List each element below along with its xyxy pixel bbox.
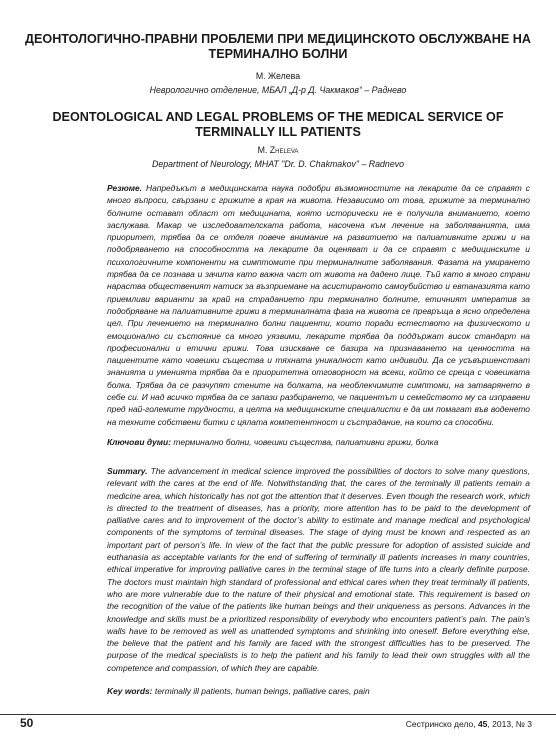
abstract-english-label: Summary.	[107, 466, 148, 476]
page-number: 50	[20, 716, 34, 730]
keywords-bulgarian-label: Ключови думи:	[107, 437, 171, 447]
affiliation-bulgarian: Неврологично отделение, МБАЛ „Д-р Д. Чакмаков“ – Раднево	[149, 85, 407, 95]
title-english: DEONTOLOGICAL AND LEGAL PROBLEMS OF THE MEDICAL SERVICE OF TERMINALLY ILL PATIENTS	[52, 110, 504, 139]
keywords-english-label: Key words:	[107, 686, 153, 696]
title-bulgarian: ДЕОНТОЛОГИЧНО-ПРАВНИ ПРОБЛЕМИ ПРИ МЕДИЦИНСКОТО ОБСЛУЖВАНЕ НА ТЕРМИНАЛНО БОЛНИ	[25, 32, 531, 61]
affiliation-english: Department of Neurology, MHAT "Dr. D. Chakmakov" – Radnevo	[152, 159, 404, 169]
author-english	[0, 145, 556, 156]
keywords-bulgarian	[107, 436, 530, 448]
abstract-english-text: The advancement in medical science improved the possibilities of doctors to solve many questions, relevant with the cares at the end of life. Notwithstanding that, the cares of the terminally ill patients remain a medicine area, which historically has not got the attention that it deserves. Even though the research work, which is directed to the treatment of diseases, has a priority, more attention has to be paid to the development of palliative cares and to improvement of the doctor’s ability to estimate and manage medical and psychological components of the symptoms of terminal diseases. The stage of dying must be known and respected as an important part of person’s life. In view of the fact that the public pressure for adoption of assisted suicide and euthanasia as acceptable variants for the end of suffering of terminally ill patients increases in many countries, ethical imperative for improving palliative cares in the terminal stage of life turns into a clearly definite purpose. The doctors must maintain high standard of professional and ethical cares when they treat terminally ill patients, who are more vulnerable due to the nature of their physical and emotional state. This requirement is based on the recognition of the value of the patients like human beings and their uniqueness as persons. Advances in the knowledge and skills must be a prioritized responsibility of everybody who encounters patient’s pain. The pain’s walls have to be removed as well as unattended symptoms and shrinking into oneself. Before everything else, the believe that the patient and his family are faced with the strongest difficulties has to be preserved. The purpose of the medical specialists is to help the patient and his family to lead their own struggles with all the competence and compassion, of which they are capable.	[107, 466, 530, 673]
abstract-bulgarian-text: Напредъкът в медицинската наука подобри възможностите на лекарите да се справят с много въпроси, свързани с грижите в края на живота. Независимо от това, грижите за терминално болните остават област от медицината, която исторически не е получила вниманието, което заслужава. Макар че изследователската работа, насочена към лечение на заболяванията, има приоритет, трябва да се отделя повече внимание на развитието на палиативните грижи и на подобряването на способността на лекарите да оценяват и да се справят с медицинските и психологичните компоненти на симптомите при терминалните заболявания. Фазата на умирането трябва да се познава и зачита като важна част от живота на дадено лице. Тъй като в много страни нараства общественият натиск за възприемане на асистираното самоубийство и евтаназията като приемливи варианти за край на страданието при терминално болните, етичният императив за подобряване на палиативните грижи в терминалната фаза на живота се превръща в ясно определена цел. При лечението на терминално болни пациенти, които поради естеството на физическото и емоционално си състояние са много уязвими, лекарите трябва да поддържат висок стандарт на професионални и етични грижи. Това изискване се базира на признаването на ценността на пациентите като човешки същества и тяхната уникалност като индивиди. Да се усъвършенстват знанията и уменията трябва да е приоритетна отговорност на всеки, който се среща с човешката болка. Трябва да се разчупят стените на болката, на необлекчимите симптоми, на затварянето в себе си. И над всичко трябва да се запази разбирането, че пациентът и семейството му са изправени пред най-големите трудности, а целта на медицинските специалисти е да им помагат във воденето на техните собствени битки с цялата компетентност и състрадание, на които са способни.	[107, 183, 530, 427]
author-bulgarian: М. Желева	[255, 71, 301, 81]
journal-name: Сестринско дело,	[405, 719, 478, 729]
author-surname: Zheleva	[269, 145, 299, 155]
footer-rule	[0, 714, 556, 715]
journal-citation	[406, 719, 532, 729]
keywords-english-text: terminally ill patients, human beings, palliative cares, pain	[154, 686, 370, 696]
abstract-bulgarian	[107, 182, 530, 428]
journal-volume: 45	[477, 719, 488, 729]
author-initial: M.	[257, 145, 270, 155]
abstract-bulgarian-label: Резюме.	[107, 183, 142, 193]
abstract-english	[107, 465, 530, 674]
keywords-english	[107, 685, 530, 697]
journal-year-issue: , 2013, № 3	[487, 719, 532, 729]
keywords-bulgarian-text: терминално болни, човешки същества, палиативни грижи, болка	[173, 437, 439, 447]
